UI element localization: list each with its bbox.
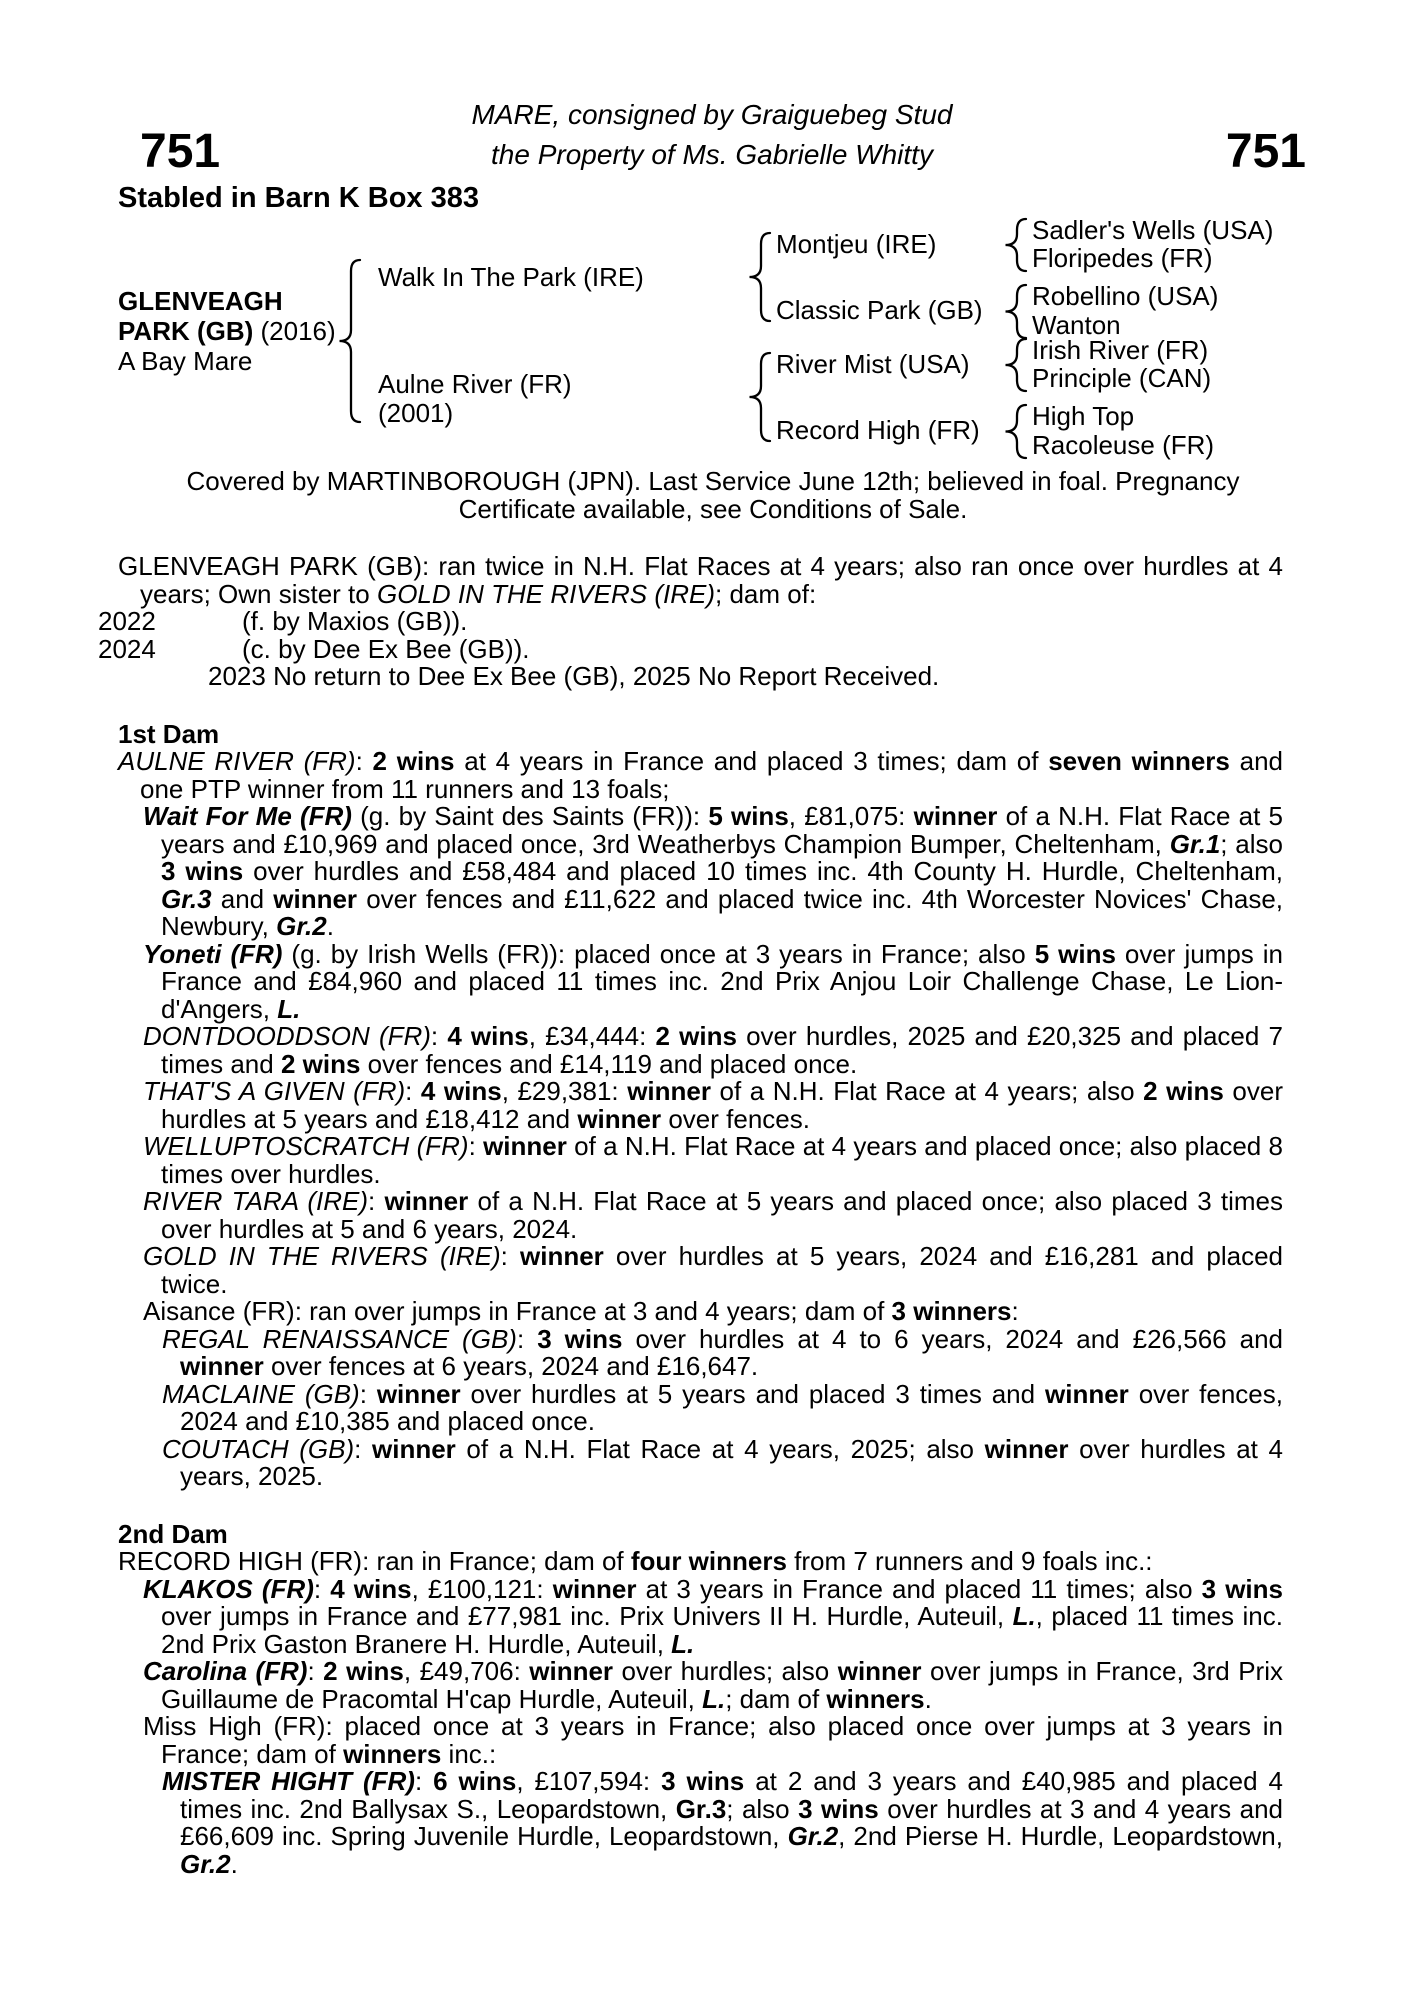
pedigree-gen3-name: Wanton (1032, 310, 1121, 340)
subject-description: A Bay Mare (118, 346, 253, 376)
subject-name-line2: PARK (GB) (2016) (118, 316, 336, 346)
covered-line-2: Certificate available, see Conditions of Sale. (458, 493, 968, 524)
curly-brace-glyph (1002, 283, 1028, 340)
produce-detail: (c. by Dee Ex Bee (GB)). (242, 633, 530, 664)
pedigree-paragraph: DONTDOODDSON (FR): 4 wins, £34,444: 2 wins over hurdles, 2025 and £20,325 and placed 7 times and 2 wins over fences and £14,119 and placed once. (143, 1021, 1283, 1079)
consignor-line: MARE, consigned by Graiguebeg Stud (471, 99, 953, 130)
pedigree-gen2-name: Classic Park (GB) (776, 295, 983, 325)
lot-number-left: 751 (140, 125, 221, 178)
pedigree-gen3-name: Racoleuse (FR) (1032, 430, 1215, 460)
produce-year: 2022 (98, 606, 156, 636)
curly-brace-glyph (1002, 337, 1028, 393)
pedigree-paragraph: GOLD IN THE RIVERS (IRE): winner over hurdles at 5 years, 2024 and £16,281 and placed twice. (143, 1241, 1284, 1299)
pedigree-gen3-name: Principle (CAN) (1032, 363, 1212, 393)
pedigree-paragraph: KLAKOS (FR): 4 wins, £100,121: winner at 3 years in France and placed 11 times; also 3 wins over jumps in France and £77,981 inc. Prix Univers II H. Hurdle, Auteuil, L., placed 11 times inc. 2nd Prix Gaston Branere H. Hurdle, Auteuil, L. (143, 1573, 1284, 1659)
pedigree-paragraph: RIVER TARA (IRE): winner of a N.H. Flat Race at 5 years and placed once; also placed 3 times over hurdles at 5 and 6 years, 2024. (143, 1186, 1284, 1244)
pedigree-paragraph: Carolina (FR): 2 wins, £49,706: winner over hurdles; also winner over jumps in France, 3rd Prix Guillaume de Pracomtal H'cap Hurdle, Auteuil, L.; dam of winners. (143, 1656, 1283, 1714)
pedigree-paragraph: THAT'S A GIVEN (FR): 4 wins, £29,381: winner of a N.H. Flat Race at 4 years; also 2 wins over hurdles at 5 years and £18,412 and winner over fences. (143, 1076, 1283, 1134)
dam-section-heading: 2nd Dam (118, 1518, 228, 1549)
curly-brace-glyph (1002, 217, 1028, 273)
pedigree-gen2-name: River Mist (USA) (776, 349, 970, 379)
pedigree-tree (0, 0, 1424, 520)
subject-name-line1: GLENVEAGH (118, 286, 283, 316)
pedigree-paragraph: REGAL RENAISSANCE (GB): 3 wins over hurdles at 4 to 6 years, 2024 and £26,566 and winner over fences at 6 years, 2024 and £16,647. (162, 1323, 1284, 1381)
pedigree-gen2-name: Record High (FR) (776, 415, 980, 445)
pedigree-paragraph: AULNE RIVER (FR): 2 wins at 4 years in France and placed 3 times; dam of seven winners and one PTP winner from 11 runners and 13 foals; (118, 746, 1283, 804)
stabled-location: Stabled in Barn K Box 383 (118, 182, 479, 214)
pedigree-dam-name: Aulne River (FR) (378, 369, 572, 399)
pedigree-paragraph: WELLUPTOSCRATCH (FR): winner of a N.H. Flat Race at 4 years and placed once; also placed 8 times over hurdles. (143, 1131, 1284, 1189)
covered-statement (118, 468, 1308, 523)
curly-brace-glyph (336, 258, 362, 424)
pedigree-paragraph: MISTER HIGHT (FR): 6 wins, £107,594: 3 wins at 2 and 3 years and £40,985 and placed 4 times inc. 2nd Ballysax S., Leopardstown, Gr.3; also 3 wins over hurdles at 3 and 4 years and £66,609 inc. Spring Juvenile Hurdle, Leopardstown, Gr.2, 2nd Pierse H. Hurdle, Leopardstown, Gr.2. (162, 1766, 1283, 1879)
owner-line: the Property of Ms. Gabrielle Whitty (491, 139, 933, 170)
pedigree-paragraph: Yoneti (FR) (g. by Irish Wells (FR)): placed once at 3 years in France; also 5 wins over jumps in France and £84,960 and placed 11 times inc. 2nd Prix Anjou Loir Challenge Chase, Le Lion-d'Angers, L. (143, 938, 1284, 1024)
race-record-body (98, 551, 1284, 1879)
curly-brace-glyph (746, 231, 772, 323)
produce-detail: (f. by Maxios (GB)). (242, 606, 468, 636)
dam-section-heading: 1st Dam (118, 718, 220, 749)
pedigree-paragraph: 2023 No return to Dee Ex Bee (GB), 2025 No Report Received. (208, 661, 940, 691)
pedigree-gen2-name: Montjeu (IRE) (776, 229, 937, 259)
produce-record-line (98, 606, 1283, 636)
covered-line-1: Covered by MARTINBOROUGH (JPN). Last Service June 12th; believed in foal. Pregnancy (186, 466, 1240, 496)
lot-number-right: 751 (1225, 125, 1306, 178)
pedigree-gen3-name: Sadler's Wells (USA) (1032, 215, 1274, 245)
pedigree-paragraph: MACLAINE (GB): winner over hurdles at 5 years and placed 3 times and winner over fences, 2024 and £10,385 and placed once. (162, 1378, 1283, 1436)
pedigree-gen3-name: High Top (1032, 401, 1135, 431)
pedigree-paragraph: Wait For Me (FR) (g. by Saint des Saints (FR)): 5 wins, £81,075: winner of a N.H. Flat Race at 5 years and £10,969 and placed once, 3rd Weatherbys Champion Bumper, Cheltenham, Gr.1; also 3 wins over hurdles and £58,484 and placed 10 times inc. 4th County H. Hurdle, Cheltenham, Gr.3 and winner over fences and £11,622 and placed twice inc. 4th Worcester Novices' Chase, Newbury, Gr.2. (143, 801, 1284, 941)
pedigree-paragraph: Miss High (FR): placed once at 3 years in France; also placed once over jumps at 3 years in France; dam of winners inc.: (143, 1711, 1283, 1769)
produce-record-line (98, 633, 1283, 664)
pedigree-paragraph: GLENVEAGH PARK (GB): ran twice in N.H. Flat Races at 4 years; also ran once over hurdles at 4 years; Own sister to GOLD IN THE RIVERS (IRE); dam of: (118, 551, 1283, 609)
pedigree-gen3-name: Irish River (FR) (1032, 335, 1209, 365)
pedigree-dam-year: (2001) (378, 398, 454, 428)
pedigree-paragraph: COUTACH (GB): winner of a N.H. Flat Race at 4 years, 2025; also winner over hurdles at 4 years, 2025. (162, 1433, 1283, 1491)
produce-year: 2024 (98, 633, 156, 664)
pedigree-sire-name: Walk In The Park (IRE) (378, 262, 644, 292)
curly-brace-glyph (1002, 403, 1028, 460)
curly-brace-glyph (746, 351, 772, 443)
pedigree-paragraph: Aisance (FR): ran over jumps in France at 3 and 4 years; dam of 3 winners: (143, 1296, 1019, 1326)
pedigree-gen3-name: Robellino (USA) (1032, 281, 1219, 311)
pedigree-paragraph: RECORD HIGH (FR): ran in France; dam of four winners from 7 runners and 9 foals inc.: (118, 1546, 1153, 1576)
pedigree-gen3-name: Floripedes (FR) (1032, 243, 1213, 273)
